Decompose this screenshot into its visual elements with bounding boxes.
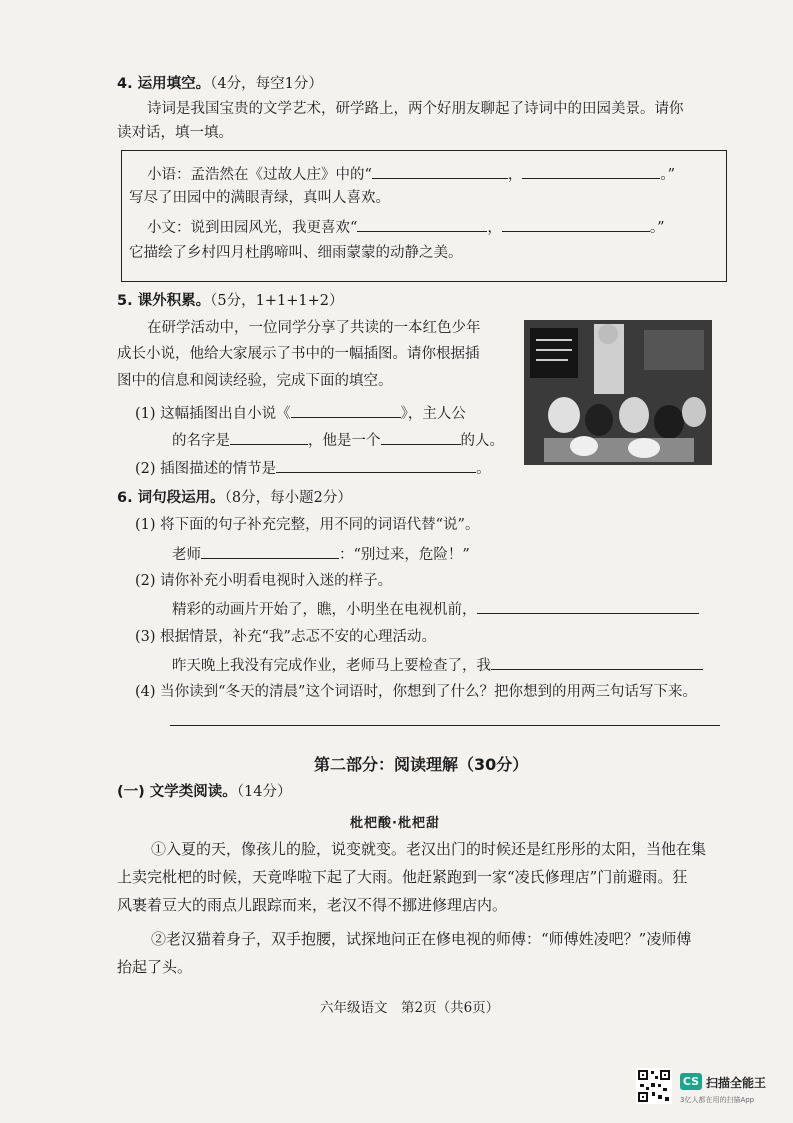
q4-intro-2: 读对话，填一填。 xyxy=(117,125,233,141)
q5-item-2-text: (2) 插图描述的情节是 xyxy=(135,461,277,477)
q4-line-1b: 写尽了田园中的满眼青绿，真叫人喜欢。 xyxy=(129,190,390,206)
q6-sub-2: (2) 请你补充小明看电视时入迷的样子。 xyxy=(135,573,393,589)
part2-sub-title: (一) 文学类阅读。 xyxy=(117,784,237,800)
book-illustration xyxy=(524,320,712,465)
q5-para-2: 成长小说，他给大家展示了书中的一幅插图。请你根据插 xyxy=(117,346,480,362)
qr-code-icon xyxy=(636,1068,672,1104)
q4-line-2b: 它描绘了乡村四月杜鹃啼叫、细雨蒙蒙的动静之美。 xyxy=(129,245,463,261)
q6-sub-3-text: 昨天晚上我没有完成作业，老师马上要检查了，我 xyxy=(172,658,491,674)
q6-sub-3-line xyxy=(172,654,703,676)
q6-score: （8分，每小题2分） xyxy=(224,490,352,506)
q6-blank-2[interactable] xyxy=(477,598,699,614)
q4-line-1 xyxy=(147,163,675,185)
q6-sub-2-line xyxy=(172,598,699,620)
q4-blank-1[interactable] xyxy=(372,163,508,179)
q4-end-2: 。” xyxy=(649,220,665,236)
q4-line-1-text: 小语：孟浩然在《过故人庄》中的“ xyxy=(147,167,372,183)
q5-item-1-text: (1) 这幅插图出自小说《 xyxy=(135,406,291,422)
q4-score: （4分，每空1分） xyxy=(210,76,323,92)
q6-sub-4: (4) 当你读到“冬天的清晨”这个词语时，你想到了什么？把你想到的用两三句话写下来。 xyxy=(135,684,697,700)
camscanner-logo-icon: CS xyxy=(680,1073,702,1090)
q6-sub-1: (1) 将下面的句子补充完整，用不同的词语代替“说”。 xyxy=(135,517,480,533)
q4-blank-3[interactable] xyxy=(357,216,487,232)
q6-answer-line[interactable] xyxy=(170,725,720,726)
q6-sub-3: (3) 根据情景，补充“我”忐忑不安的心理活动。 xyxy=(135,629,436,645)
q4-line-2-text: 小文：说到田园风光，我更喜欢“ xyxy=(147,220,358,236)
q5-blank-name[interactable] xyxy=(230,429,308,445)
q5-item-1-text-c: 的名字是 xyxy=(172,433,230,449)
q4-line-2 xyxy=(147,216,665,238)
scanner-brand: 扫描全能王 xyxy=(706,1076,767,1090)
q4-blank-4[interactable] xyxy=(502,216,650,232)
q4-blank-2[interactable] xyxy=(522,163,660,179)
q6-sub-1-text-b: ：“别过来，危险！” xyxy=(339,547,470,563)
q4-end-1: 。” xyxy=(660,167,676,183)
illustration-art xyxy=(524,320,712,465)
story-para-1-line-3: 风裹着豆大的雨点儿跟踪而来，老汉不得不挪进修理店内。 xyxy=(117,896,508,914)
part2-subheading xyxy=(117,782,292,802)
q6-blank-1[interactable] xyxy=(201,543,339,559)
story-para-2-line-2: 抬起了头。 xyxy=(117,958,193,976)
q5-item-1-line-2 xyxy=(172,429,504,451)
story-para-2-line-1: ②老汉猫着身子，双手抱腰，试探地问正在修电视的师傅：“师傅姓凌吧？”凌师傅 xyxy=(151,930,692,948)
q4-comma-1: ， xyxy=(507,167,523,183)
story-para-1-line-2: 上卖完枇杷的时候，天竟哗啦下起了大雨。他赶紧跑到一家“凌氏修理店”门前避雨。狂 xyxy=(117,868,688,886)
q6-title: 6. 词句段运用。 xyxy=(117,490,225,506)
q5-item-1-text-e: 的人。 xyxy=(460,433,504,449)
q6-heading xyxy=(117,488,352,508)
q5-blank-plot[interactable] xyxy=(276,457,476,473)
q5-item-2 xyxy=(135,457,491,479)
q6-sub-1-text: 老师 xyxy=(172,547,201,563)
page-footer: 六年级语文 第2页（共6页） xyxy=(320,1000,500,1016)
q6-sub-2-text: 精彩的动画片开始了，瞧，小明坐在电视机前， xyxy=(172,602,477,618)
q6-sub-1-line xyxy=(172,543,470,565)
q4-title: 4. 运用填空。 xyxy=(117,76,211,92)
q5-para-3: 图中的信息和阅读经验，完成下面的填空。 xyxy=(117,373,393,389)
story-para-1-line-1: ①入夏的天，像孩儿的脸，说变就变。老汉出门的时候还是红彤彤的太阳，当他在集 xyxy=(151,840,707,858)
q5-para-1: 在研学活动中，一位同学分享了共读的一本红色少年 xyxy=(147,320,481,336)
q5-title: 5. 课外积累。 xyxy=(117,293,211,309)
part2-sub-score: （14分） xyxy=(236,784,292,800)
q5-item-2-end: 。 xyxy=(476,461,491,477)
q5-item-1-text-d: ，他是一个 xyxy=(308,433,381,449)
q5-blank-book[interactable] xyxy=(291,402,401,418)
story-title: 枇杷酸·枇杷甜 xyxy=(350,816,440,831)
q5-item-1 xyxy=(135,402,466,424)
q4-comma-2: ， xyxy=(487,220,502,236)
q5-item-1-text-b: 》，主人公 xyxy=(400,406,466,422)
scanner-brand-sub: 3亿人都在用的扫描App xyxy=(680,1096,755,1104)
q5-heading xyxy=(117,291,343,311)
q4-intro: 诗词是我国宝贵的文学艺术，研学路上，两个好朋友聊起了诗词中的田园美景。请你 xyxy=(147,101,684,117)
q6-blank-3[interactable] xyxy=(491,654,703,670)
part2-title: 第二部分：阅读理解（30分） xyxy=(314,755,529,774)
q4-heading xyxy=(117,74,323,94)
q5-blank-trait[interactable] xyxy=(381,429,461,445)
q5-score: （5分，1+1+1+2） xyxy=(210,293,344,309)
